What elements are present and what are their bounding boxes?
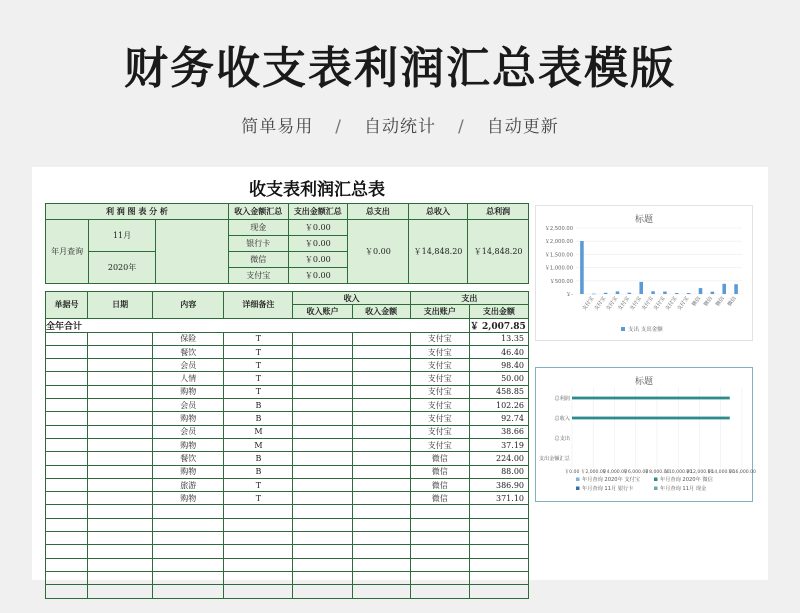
cell-expense-account[interactable]: 微信 [410, 452, 469, 465]
cell-income-amount[interactable] [352, 545, 410, 558]
x-tick-label: 支付宝 [605, 295, 620, 312]
table-row [46, 465, 529, 478]
legend-swatch [576, 478, 580, 482]
table-row [46, 492, 529, 505]
header-income[interactable]: 收入 [293, 292, 410, 305]
cell-income-amount[interactable] [352, 345, 410, 358]
cell-income-amount[interactable] [352, 532, 410, 545]
cell-income-amount[interactable] [352, 425, 410, 438]
channel-wechat-value[interactable]: ￥0.00 [288, 252, 348, 268]
sheet-title: 收支表利润汇总表 [249, 180, 385, 200]
cell-expense-amount[interactable]: 386.90 [469, 478, 528, 491]
cell-income-amount[interactable] [352, 452, 410, 465]
channel-alipay-value[interactable]: ￥0.00 [288, 268, 348, 284]
cell-content[interactable]: 购物 [153, 412, 224, 425]
channel-bank[interactable]: 银行卡 [228, 236, 288, 252]
cell-expense-amount[interactable]: 224.00 [469, 452, 528, 465]
chart1-title: 标题 [634, 215, 653, 225]
cell-income-account[interactable] [293, 558, 352, 571]
cell-expense-amount[interactable]: 46.40 [469, 345, 528, 358]
cell-date[interactable] [88, 505, 153, 518]
cell-expense-amount[interactable]: 37.19 [469, 438, 528, 451]
total-income-value[interactable]: ￥14,848.20 [408, 220, 468, 284]
channel-wechat[interactable]: 微信 [228, 252, 288, 268]
bar [663, 292, 667, 294]
channel-cash-value[interactable]: ￥0.00 [288, 220, 348, 236]
cell-expense-account[interactable]: 支付宝 [410, 412, 469, 425]
cell-expense-account[interactable]: 微信 [410, 465, 469, 478]
bar [628, 293, 632, 294]
cell-income-amount[interactable] [352, 399, 410, 412]
cell-doc-no[interactable] [46, 412, 88, 425]
tag-auto-stat: 自动统计 [364, 117, 436, 137]
cell-doc-no[interactable] [46, 492, 88, 505]
y-tick-label: ￥1,500.00 [544, 252, 573, 259]
cell-date[interactable] [88, 399, 153, 412]
x-tick-label: 支付宝 [664, 295, 679, 312]
header-content[interactable]: 内容 [153, 292, 224, 319]
cell-content[interactable]: 旅游 [153, 478, 224, 491]
header-expense-account[interactable]: 支出账户 [410, 305, 469, 318]
cell-doc-no[interactable] [46, 385, 88, 398]
table-row [46, 532, 529, 545]
cell-expense-account[interactable]: 支付宝 [410, 372, 469, 385]
cell-remark[interactable]: B [224, 412, 293, 425]
legend-label: 支出 支出金额 [628, 327, 663, 333]
cell-content[interactable]: 购物 [153, 465, 224, 478]
cell-doc-no[interactable] [46, 571, 88, 584]
bar [592, 294, 596, 295]
cell-income-amount[interactable] [352, 505, 410, 518]
summary-bar-chart[interactable] [535, 367, 756, 502]
cell-income-amount[interactable] [352, 558, 410, 571]
cell-remark[interactable] [224, 532, 293, 545]
cell-income-amount[interactable] [352, 332, 410, 345]
cell-doc-no[interactable] [46, 372, 88, 385]
cell-doc-no[interactable] [46, 359, 88, 372]
header-income-amount[interactable]: 收入金额 [352, 305, 410, 318]
cell-remark[interactable] [224, 545, 293, 558]
detail-table [45, 291, 529, 599]
cell-doc-no[interactable] [46, 585, 88, 598]
cell-date[interactable] [88, 532, 153, 545]
cell-remark[interactable]: T [224, 385, 293, 398]
y-tick-label: ￥2,000.00 [544, 239, 573, 246]
cell-expense-amount[interactable] [469, 518, 528, 531]
cell-remark[interactable]: T [224, 345, 293, 358]
header-remark[interactable]: 详细备注 [224, 292, 293, 319]
cell-content[interactable]: 会员 [153, 399, 224, 412]
total-expense-value[interactable]: ￥0.00 [348, 220, 409, 284]
cell-doc-no[interactable] [46, 425, 88, 438]
x-tick-label: 支付宝 [617, 295, 631, 312]
cell-income-account[interactable] [293, 385, 352, 398]
cell-remark[interactable] [224, 505, 293, 518]
cell-content[interactable]: 会员 [153, 359, 224, 372]
x-tick-label: ￥6,000.00 [623, 470, 649, 475]
cell-date[interactable] [88, 425, 153, 438]
x-tick-label: 支付宝 [629, 295, 643, 312]
cell-income-amount[interactable] [352, 372, 410, 385]
chart2-title: 标题 [634, 377, 653, 387]
cell-date[interactable] [88, 545, 153, 558]
total-value-cell[interactable]: ￥ 2,007.85 [469, 318, 528, 332]
cell-income-account[interactable] [293, 438, 352, 451]
cell-income-account[interactable] [293, 505, 352, 518]
cell-doc-no[interactable] [46, 332, 88, 345]
cell-doc-no[interactable] [46, 399, 88, 412]
x-tick-label: 微信 [714, 295, 726, 308]
cell-income-account[interactable] [293, 492, 352, 505]
cell-expense-amount[interactable] [469, 571, 528, 584]
cell-expense-amount[interactable] [469, 545, 528, 558]
bar [572, 397, 730, 400]
x-tick-label: 支付宝 [581, 295, 596, 312]
cell-date[interactable] [88, 585, 153, 598]
cell-remark[interactable]: B [224, 465, 293, 478]
cell-content[interactable]: 保险 [153, 332, 224, 345]
cell-doc-no[interactable] [46, 558, 88, 571]
cell-remark[interactable]: T [224, 359, 293, 372]
cell-income-account[interactable] [293, 532, 352, 545]
cell-income-amount[interactable] [352, 465, 410, 478]
cell-expense-amount[interactable]: 102.26 [469, 399, 528, 412]
cell-expense-account[interactable] [410, 585, 469, 598]
cell-content[interactable]: 购物 [153, 492, 224, 505]
table-row [46, 345, 529, 358]
cell-remark[interactable] [224, 571, 293, 584]
query-month-cell[interactable]: 11月 [89, 220, 156, 252]
cell-income-account[interactable] [293, 372, 352, 385]
legend-swatch [654, 478, 658, 482]
table-row [46, 518, 529, 531]
tag-easy: 简单易用 [241, 117, 314, 137]
cell-remark[interactable]: T [224, 492, 293, 505]
bar [572, 417, 730, 420]
cell-expense-amount[interactable]: 371.10 [469, 492, 528, 505]
legend-label: 年月查询 2020年 支付宝 [582, 477, 640, 483]
cell-income-account[interactable] [293, 425, 352, 438]
x-tick-label: 支付宝 [593, 295, 608, 312]
cell-expense-amount[interactable]: 88.00 [469, 465, 528, 478]
cell-expense-amount[interactable]: 92.74 [469, 412, 528, 425]
hero-title: 财务收支表利润汇总表模版 [124, 43, 676, 94]
cell-income-account[interactable] [293, 518, 352, 531]
tag-separator: / [335, 117, 342, 137]
channel-bank-value[interactable]: ￥0.00 [288, 236, 348, 252]
cell-expense-account[interactable] [410, 518, 469, 531]
channel-cash[interactable]: 现金 [228, 220, 288, 236]
bar [616, 291, 620, 294]
header-expense[interactable]: 支出 [410, 292, 528, 305]
cell-income-amount[interactable] [352, 478, 410, 491]
header-expense-amount[interactable]: 支出金额 [469, 305, 528, 318]
cell-income-account[interactable] [293, 399, 352, 412]
cell-expense-account[interactable] [410, 505, 469, 518]
cell-date[interactable] [88, 558, 153, 571]
cell-content[interactable]: 餐饮 [153, 452, 224, 465]
cell-income-account[interactable] [293, 452, 352, 465]
hero-tagline [0, 112, 800, 137]
legend-label: 年月查询 2020年 微信 [660, 477, 713, 483]
table-row [46, 425, 529, 438]
bar [722, 284, 726, 294]
cell-expense-amount[interactable]: 13.35 [469, 332, 528, 345]
cell-expense-amount[interactable]: 98.40 [469, 359, 528, 372]
legend-swatch [654, 487, 658, 491]
x-tick-label: ￥16,000.00 [728, 470, 756, 475]
total-profit-value[interactable]: ￥14,848.20 [468, 220, 529, 284]
cell-doc-no[interactable] [46, 478, 88, 491]
cell-date[interactable] [88, 465, 153, 478]
cell-expense-account[interactable]: 微信 [410, 492, 469, 505]
cell-remark[interactable]: T [224, 478, 293, 491]
bar [734, 284, 738, 294]
cell-expense-account[interactable]: 支付宝 [410, 425, 469, 438]
cell-doc-no[interactable] [46, 532, 88, 545]
cell-expense-amount[interactable] [469, 532, 528, 545]
x-tick-label: 支付宝 [652, 295, 667, 312]
y-tick-label: 总利润 [554, 396, 570, 402]
spreadsheet [32, 167, 768, 580]
cell-expense-amount[interactable] [469, 585, 528, 598]
cell-expense-account[interactable] [410, 571, 469, 584]
query-blank-cell[interactable] [155, 220, 228, 284]
bar [651, 291, 655, 294]
expense-bar-chart-svg [536, 206, 752, 340]
x-tick-label: 支付宝 [640, 295, 655, 312]
cell-content[interactable] [153, 585, 224, 598]
table-row [46, 412, 529, 425]
cell-date[interactable] [88, 332, 153, 345]
cell-content[interactable] [153, 505, 224, 518]
cell-content[interactable] [153, 571, 224, 584]
cell-expense-account[interactable]: 支付宝 [410, 359, 469, 372]
cell-expense-amount[interactable]: 50.00 [469, 372, 528, 385]
y-tick-label: ￥- [565, 292, 573, 298]
table-row [46, 438, 529, 451]
cell-content[interactable] [153, 558, 224, 571]
x-tick-label: ￥12,000.00 [685, 470, 714, 475]
cell-expense-amount[interactable]: 38.66 [469, 425, 528, 438]
table-row [46, 359, 529, 372]
cell-remark[interactable] [224, 585, 293, 598]
header-income-sum[interactable]: 收入金额汇总 [228, 204, 288, 220]
cell-income-amount[interactable] [352, 585, 410, 598]
cell-doc-no[interactable] [46, 438, 88, 451]
cell-income-amount[interactable] [352, 518, 410, 531]
table-row [46, 399, 529, 412]
table-row [46, 332, 529, 345]
cell-income-amount[interactable] [352, 359, 410, 372]
x-tick-label: ￥14,000.00 [706, 470, 735, 475]
query-label-cell[interactable]: 年月查询 [46, 220, 89, 284]
legend-label: 年月查询 11月 现金 [660, 486, 707, 492]
cell-date[interactable] [88, 359, 153, 372]
cell-expense-account[interactable]: 支付宝 [410, 345, 469, 358]
tag-auto-update: 自动更新 [486, 117, 559, 137]
cell-income-amount[interactable] [352, 412, 410, 425]
bar [699, 288, 703, 294]
table-row [46, 452, 529, 465]
query-year-cell[interactable]: 2020年 [89, 252, 156, 284]
y-tick-label: 支出金额汇总 [538, 456, 570, 462]
table-row [46, 585, 529, 598]
bar [675, 293, 679, 294]
cell-doc-no[interactable] [46, 545, 88, 558]
x-tick-label: 支付宝 [676, 295, 691, 312]
header-income-account[interactable]: 收入账户 [293, 305, 352, 318]
cell-income-account[interactable] [293, 412, 352, 425]
cell-expense-amount[interactable]: 458.85 [469, 385, 528, 398]
cell-content[interactable] [153, 532, 224, 545]
cell-income-amount[interactable] [352, 385, 410, 398]
cell-expense-account[interactable]: 支付宝 [410, 399, 469, 412]
cell-date[interactable] [88, 412, 153, 425]
cell-doc-no[interactable] [46, 465, 88, 478]
cell-doc-no[interactable] [46, 518, 88, 531]
cell-date[interactable] [88, 372, 153, 385]
header-total-expense[interactable]: 总支出 [348, 204, 409, 220]
tag-separator: / [458, 117, 465, 137]
cell-expense-account[interactable] [410, 532, 469, 545]
cell-content[interactable]: 人情 [153, 372, 224, 385]
x-tick-label: ￥4,000.00 [601, 470, 628, 475]
cell-content[interactable] [153, 545, 224, 558]
y-tick-label: ￥1,000.00 [544, 265, 573, 272]
x-tick-label: ￥2,000.00 [580, 470, 606, 475]
x-tick-label: 微信 [703, 295, 714, 308]
cell-date[interactable] [88, 518, 153, 531]
table-row [46, 505, 529, 518]
cell-remark[interactable]: B [224, 452, 293, 465]
bar [687, 293, 691, 294]
y-tick-label: 总收入 [554, 416, 570, 422]
cell-expense-amount[interactable] [469, 558, 528, 571]
legend-swatch [621, 327, 625, 331]
legend-label: 年月查询 11月 银行卡 [582, 486, 634, 492]
header-total-profit[interactable]: 总利润 [468, 204, 529, 220]
y-tick-label: 总支出 [554, 436, 570, 442]
channel-alipay[interactable]: 支付宝 [228, 268, 288, 284]
cell-remark[interactable]: T [224, 332, 293, 345]
cell-remark[interactable] [224, 518, 293, 531]
summary-bar-chart-svg [536, 368, 756, 501]
cell-content[interactable]: 购物 [153, 385, 224, 398]
bar [604, 293, 608, 294]
cell-expense-account[interactable] [410, 558, 469, 571]
cell-content[interactable]: 餐饮 [153, 345, 224, 358]
x-tick-label: ￥10,000.00 [664, 470, 693, 475]
y-tick-label: ￥2,500.00 [544, 226, 573, 232]
cell-expense-account[interactable]: 微信 [410, 478, 469, 491]
cell-expense-account[interactable]: 支付宝 [410, 385, 469, 398]
cell-date[interactable] [88, 438, 153, 451]
cell-income-amount[interactable] [352, 492, 410, 505]
bar [580, 241, 584, 294]
cell-doc-no[interactable] [46, 505, 88, 518]
cell-remark[interactable]: M [224, 438, 293, 451]
expense-bar-chart[interactable] [535, 205, 753, 341]
cell-income-amount[interactable] [352, 571, 410, 584]
cell-remark[interactable]: B [224, 399, 293, 412]
y-tick-label: ￥500.00 [549, 278, 573, 285]
cell-date[interactable] [88, 571, 153, 584]
table-row [46, 478, 529, 491]
table-row [46, 571, 529, 584]
table-row [46, 372, 529, 385]
cell-content[interactable]: 购物 [153, 438, 224, 451]
cell-content[interactable] [153, 518, 224, 531]
cell-date[interactable] [88, 385, 153, 398]
cell-expense-amount[interactable] [469, 505, 528, 518]
cell-expense-account[interactable]: 支付宝 [410, 332, 469, 345]
cell-expense-account[interactable] [410, 545, 469, 558]
header-total-income[interactable]: 总收入 [408, 204, 468, 220]
x-tick-label: ￥8,000.00 [644, 470, 670, 475]
x-tick-label: ￥0.00 [564, 470, 580, 475]
cell-income-amount[interactable] [352, 438, 410, 451]
cell-income-account[interactable] [293, 465, 352, 478]
cell-content[interactable]: 会员 [153, 425, 224, 438]
total-label-cell[interactable]: 全年合计 [46, 318, 470, 332]
summary-title-cell[interactable]: 利 润 图 表 分 析 [46, 204, 229, 220]
table-row [46, 545, 529, 558]
cell-expense-account[interactable]: 支付宝 [410, 438, 469, 451]
header-expense-sum[interactable]: 支出金额汇总 [288, 204, 348, 220]
cell-doc-no[interactable] [46, 345, 88, 358]
cell-doc-no[interactable] [46, 452, 88, 465]
x-tick-label: 微信 [726, 295, 738, 308]
cell-remark[interactable] [224, 558, 293, 571]
cell-date[interactable] [88, 492, 153, 505]
bar [711, 292, 715, 294]
cell-date[interactable] [88, 478, 153, 491]
cell-date[interactable] [88, 345, 153, 358]
cell-income-account[interactable] [293, 332, 352, 345]
x-tick-label: 微信 [691, 295, 703, 308]
legend-swatch [576, 487, 580, 491]
cell-income-account[interactable] [293, 585, 352, 598]
cell-remark[interactable]: M [224, 425, 293, 438]
cell-income-account[interactable] [293, 478, 352, 491]
cell-income-account[interactable] [293, 545, 352, 558]
summary-table [45, 203, 529, 284]
cell-income-account[interactable] [293, 571, 352, 584]
bar [639, 282, 643, 294]
header-doc-no[interactable]: 单据号 [46, 292, 88, 319]
cell-date[interactable] [88, 452, 153, 465]
cell-income-account[interactable] [293, 345, 352, 358]
cell-income-account[interactable] [293, 359, 352, 372]
table-row [46, 558, 529, 571]
table-row [46, 385, 529, 398]
header-date[interactable]: 日期 [88, 292, 153, 319]
cell-remark[interactable]: T [224, 372, 293, 385]
